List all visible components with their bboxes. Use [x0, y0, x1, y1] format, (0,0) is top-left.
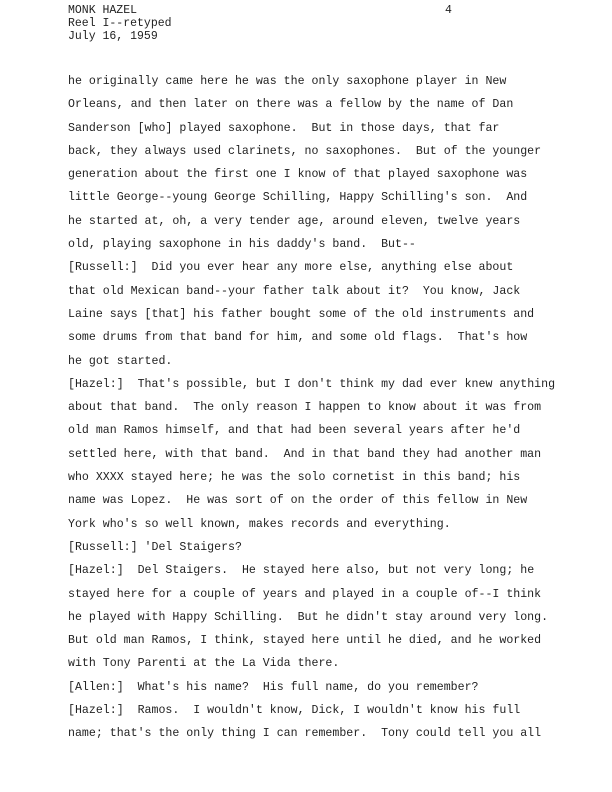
- line-text: Ramos. I wouldn't know, Dick, I wouldn't know his full: [123, 704, 521, 718]
- transcript-line: [68, 466, 548, 489]
- transcript-line: [68, 419, 548, 442]
- line-text: That's possible, but I don't think my dad ever knew anything: [123, 377, 556, 391]
- line-text: little George--young George Schilling, Happy Schilling's son. And: [68, 191, 528, 205]
- line-text: stayed here for a couple of years and played in a couple of--I think: [68, 587, 542, 601]
- line-text: Del Staigers. He stayed here also, but not very long; he: [123, 564, 535, 578]
- document-header: [68, 4, 172, 43]
- line-text: he originally came here he was the only saxophone player in New: [68, 75, 507, 88]
- line-text: Orleans, and then later on there was a fellow by the name of Dan: [68, 98, 514, 112]
- transcript-line: [68, 163, 548, 186]
- transcript-line: [68, 699, 548, 722]
- header-reel: Reel I--retyped: [68, 17, 172, 30]
- transcript-line: [68, 280, 548, 303]
- line-text: Did you ever hear any more else, anything else about: [137, 261, 514, 275]
- line-text: that old Mexican band--your father talk about it? You know, Jack: [68, 284, 521, 298]
- transcript-line: [68, 233, 548, 256]
- transcript-line: [68, 489, 548, 512]
- speaker-label: [Allen:]: [68, 680, 124, 694]
- speaker-label: [Russell:]: [68, 540, 138, 554]
- line-text: old, playing saxophone in his daddy's band. But--: [68, 238, 416, 252]
- transcript-line: [68, 186, 548, 209]
- transcript-line: [68, 536, 548, 559]
- speaker-label: [Hazel:]: [68, 564, 124, 578]
- transcript-line: [68, 303, 548, 326]
- line-text: name was Lopez. He was sort of on the order of this fellow in New: [68, 494, 528, 508]
- line-text: settled here, with that band. And in that band they had another man: [68, 447, 542, 461]
- line-text: But old man Ramos, I think, stayed here until he died, and he worked: [68, 634, 542, 648]
- transcript-line: [68, 396, 548, 419]
- line-text: What's his name? His full name, do you remember?: [123, 680, 479, 694]
- line-text: some drums from that band for him, and some old flags. That's how: [68, 331, 528, 345]
- transcript-line: [68, 629, 548, 652]
- transcript-line: [68, 373, 556, 396]
- speaker-label: [Hazel:]: [68, 704, 124, 718]
- transcript-line: [68, 70, 548, 93]
- line-text: about that band. The only reason I happen to know about it was from: [68, 401, 542, 415]
- transcript-line: [68, 676, 548, 699]
- transcript-line: [68, 140, 548, 163]
- transcript-line: [68, 326, 548, 349]
- line-text: generation about the first one I know of that played saxophone was: [68, 168, 528, 182]
- page-number: 4: [445, 4, 452, 17]
- header-interviewee: MONK HAZEL: [68, 4, 138, 17]
- line-text: he started at, oh, a very tender age, around eleven, twelve years: [68, 214, 521, 228]
- line-text: who XXXX stayed here; he was the solo cornetist in this band; his: [68, 471, 521, 485]
- line-text: 'Del Staigers?: [137, 540, 242, 554]
- transcript-line: [68, 210, 548, 233]
- transcript-line: [68, 652, 548, 675]
- header-date: July 16, 1959: [68, 30, 158, 43]
- transcript-line: [68, 256, 548, 279]
- line-text: with Tony Parenti at the La Vida there.: [68, 657, 340, 671]
- line-text: Laine says [that] his father bought some of the old instruments and: [68, 307, 535, 321]
- line-text: he got started.: [68, 354, 173, 368]
- line-text: he played with Happy Schilling. But he didn't stay around very long.: [68, 610, 549, 624]
- transcript-line: [68, 513, 548, 536]
- transcript-line: [68, 117, 548, 140]
- speaker-label: [Hazel:]: [68, 377, 124, 391]
- transcript-line: [68, 93, 548, 116]
- line-text: back, they always used clarinets, no saxophones. But of the younger: [68, 144, 542, 158]
- line-text: Sanderson [who] played saxophone. But in those days, that far: [68, 121, 500, 135]
- transcript-line: [68, 583, 548, 606]
- transcript-line: [68, 606, 548, 629]
- transcript-line: [68, 559, 548, 582]
- transcript-line: [68, 443, 548, 466]
- transcript-body: [68, 70, 556, 746]
- transcript-line: [68, 350, 548, 373]
- speaker-label: [Russell:]: [68, 261, 138, 275]
- line-text: old man Ramos himself, and that had been several years after he'd: [68, 424, 521, 438]
- transcript-line: [68, 722, 548, 745]
- line-text: name; that's the only thing I can remember. Tony could tell you all: [68, 727, 542, 741]
- line-text: York who's so well known, makes records and everything.: [68, 517, 451, 531]
